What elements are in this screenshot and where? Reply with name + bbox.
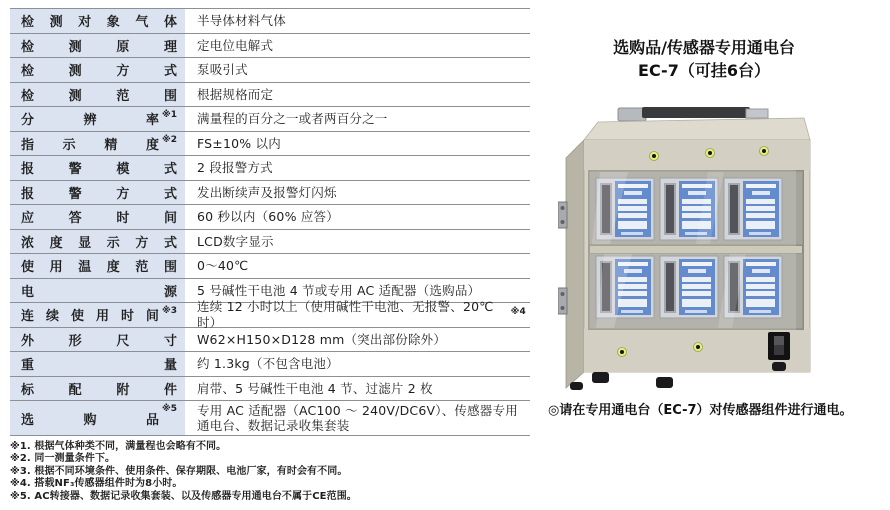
spec-label-char: 配 xyxy=(68,382,82,398)
spec-label-char: 理 xyxy=(163,39,177,55)
spec-label-char: 应 xyxy=(21,211,35,227)
spec-label-char: 检 xyxy=(21,15,35,31)
spec-label-char: 重 xyxy=(21,358,35,374)
spec-label-char: 式 xyxy=(163,64,177,80)
spec-label-char: 间 xyxy=(163,211,177,227)
spec-value-cell xyxy=(185,132,530,156)
spec-label-char: 方 xyxy=(116,64,130,80)
spec-value-text: 连续 12 小时以上（使用碱性干电池、无报警、20℃时） xyxy=(197,299,494,330)
product-caption: ◎请在专用通电台（EC-7）对传感器组件进行通电。 xyxy=(548,403,853,418)
spec-label-note: ※1 xyxy=(161,110,177,120)
table-row xyxy=(10,132,530,157)
spec-label-cell xyxy=(10,352,185,376)
spec-label-char: 象 xyxy=(106,15,120,31)
spec-label-cell xyxy=(10,58,185,82)
spec-value-cell xyxy=(185,299,530,330)
spec-value-cell xyxy=(185,254,530,278)
spec-label-cell xyxy=(10,377,185,401)
spec-value-text: 发出断续声及报警灯闪烁 xyxy=(197,184,337,200)
table-row xyxy=(10,107,530,132)
spec-label-char: 指 xyxy=(21,137,35,153)
spec-label-char: 气 xyxy=(135,15,149,31)
spec-label-char: 测 xyxy=(68,39,82,55)
spec-label-char: 使 xyxy=(21,260,35,276)
product-photo xyxy=(558,100,816,390)
footnote-4: ※4. 搭载NF₃传感器组件时为8小时。 xyxy=(10,478,183,490)
product-title-line2: EC-7（可挂6台） xyxy=(638,61,770,80)
spec-label-note: ※3 xyxy=(161,306,177,316)
spec-value-cell xyxy=(185,328,530,352)
table-row xyxy=(10,181,530,206)
spec-label-char: 形 xyxy=(68,333,82,349)
spec-value-text: 定电位电解式 xyxy=(197,37,274,53)
spec-label-char: 范 xyxy=(135,260,149,276)
spec-label-char: 外 xyxy=(21,333,35,349)
spec-label-char: 用 xyxy=(95,309,109,325)
spec-value-cell xyxy=(185,156,530,180)
spec-value-cell xyxy=(185,230,530,254)
spec-label-char: 用 xyxy=(49,260,63,276)
spec-label-char: 源 xyxy=(163,284,177,300)
power-switch-icon xyxy=(768,332,790,360)
spec-value-text: 约 1.3kg（不包含电池） xyxy=(197,356,339,371)
spec-label-cell xyxy=(10,83,185,107)
spec-value-cell xyxy=(185,107,530,131)
spec-value-text: 根据规格而定 xyxy=(197,86,274,102)
spec-value-text: 2 段报警方式 xyxy=(197,160,273,175)
spec-value-text: FS±10% 以内 xyxy=(197,135,281,151)
cabinet-shelf xyxy=(590,246,802,253)
spec-value-cell xyxy=(185,9,530,33)
spec-value-cell xyxy=(185,352,530,376)
spec-label-char: 答 xyxy=(68,211,82,227)
spec-label-char: 辨 xyxy=(83,113,97,129)
spec-label-char: 范 xyxy=(116,88,130,104)
spec-label-char: 购 xyxy=(83,412,97,428)
spec-table xyxy=(10,8,530,436)
table-row xyxy=(10,230,530,255)
table-row xyxy=(10,377,530,402)
spec-label-char: 率 xyxy=(145,113,159,129)
spec-label-char: 测 xyxy=(68,64,82,80)
table-row xyxy=(10,299,530,330)
spec-value-cell xyxy=(185,205,530,229)
spec-label-char: 量 xyxy=(163,358,177,374)
spec-label-char: 度 xyxy=(145,137,159,153)
spec-value-text: 5 号碱性干电池 4 节或专用 AC 适配器（选购品） xyxy=(197,282,481,298)
spec-label-cell xyxy=(10,401,185,435)
table-row xyxy=(10,401,530,436)
spec-label-char: 标 xyxy=(21,382,35,398)
spec-label-char: 检 xyxy=(21,88,35,104)
spec-label-char: 对 xyxy=(78,15,92,31)
spec-label-char: 报 xyxy=(21,162,35,178)
acrylic-cover-top xyxy=(590,172,802,244)
table-row xyxy=(10,328,530,353)
spec-value-text: W62×H150×D128 mm（突出部份除外） xyxy=(197,331,447,347)
spec-label-char: 续 xyxy=(45,309,59,325)
spec-label-char: 方 xyxy=(116,186,130,202)
spec-label-char: 方 xyxy=(135,235,149,251)
spec-label-char: 警 xyxy=(68,162,82,178)
spec-label-char: 测 xyxy=(68,88,82,104)
spec-label-note: ※2 xyxy=(161,134,177,145)
table-row xyxy=(10,9,530,34)
spec-label-char: 报 xyxy=(21,186,35,202)
spec-label-cell xyxy=(10,132,185,156)
spec-label-char: 附 xyxy=(116,382,130,398)
spec-label-char: 度 xyxy=(49,235,63,251)
spec-value-cell xyxy=(185,401,530,435)
spec-label-cell xyxy=(10,279,185,303)
product-title-line1: 选购品/传感器专用通电台 xyxy=(613,38,795,57)
spec-value-text: LCD数字显示 xyxy=(197,233,274,249)
footnote-2: ※2. 同一测量条件下。 xyxy=(10,453,116,465)
spec-label-char: 时 xyxy=(120,309,134,325)
spec-label-char: 体 xyxy=(163,15,177,31)
spec-label-cell xyxy=(10,205,185,229)
spec-label-char: 警 xyxy=(68,186,82,202)
spec-label-char: 示 xyxy=(106,235,120,251)
spec-label-cell xyxy=(10,181,185,205)
spec-label-char: 选 xyxy=(21,412,35,428)
spec-label-char: 模 xyxy=(116,162,130,178)
spec-label-char: 温 xyxy=(78,260,92,276)
table-row xyxy=(10,83,530,108)
spec-value-text: 60 秒以内（60% 应答） xyxy=(197,209,339,224)
spec-value-text: 专用 AC 适配器（AC100 ～ 240V/DC6V）、传感器专用通电台、数据记录收集套装 xyxy=(197,402,518,433)
spec-label-char: 品 xyxy=(145,412,159,428)
spec-label-char: 式 xyxy=(163,186,177,202)
spec-label-char: 度 xyxy=(106,260,120,276)
right-panel xyxy=(530,0,890,510)
spec-label-char: 分 xyxy=(21,113,35,129)
spec-value-cell xyxy=(185,34,530,58)
spec-label-char: 式 xyxy=(163,162,177,178)
spec-label-char: 式 xyxy=(163,235,177,251)
spec-label-char: 使 xyxy=(70,309,84,325)
spec-label-char: 浓 xyxy=(21,235,35,251)
table-row xyxy=(10,34,530,59)
spec-value-text: 泵吸引式 xyxy=(197,62,248,77)
spec-label-cell xyxy=(10,34,185,58)
spec-label-char: 间 xyxy=(145,309,159,325)
spec-value-text: 满量程的百分之一或者两百分之一 xyxy=(197,111,388,126)
spec-label-char: 电 xyxy=(21,284,35,300)
product-title xyxy=(530,36,878,82)
spec-label-char: 示 xyxy=(62,137,76,153)
spec-label-char: 检 xyxy=(21,39,35,55)
spec-value-text: 肩带、5 号碱性干电池 4 节、过滤片 2 枚 xyxy=(197,380,433,396)
spec-label-cell xyxy=(10,230,185,254)
spec-label-char: 检 xyxy=(21,64,35,80)
spec-value-cell xyxy=(185,377,530,401)
spec-label-note: ※5 xyxy=(161,404,177,414)
spec-label-char: 测 xyxy=(49,15,63,31)
table-row xyxy=(10,254,530,279)
spec-label-char: 精 xyxy=(104,137,118,153)
acrylic-cover-bottom xyxy=(590,254,802,328)
spec-label-char: 件 xyxy=(163,382,177,398)
spec-label-char: 原 xyxy=(116,39,130,55)
spec-label-char: 寸 xyxy=(163,333,177,349)
footnote-5: ※5. AC转接器、数据记录收集套装、以及传感器专用通电台不属于CE范围。 xyxy=(10,490,357,502)
table-row xyxy=(10,58,530,83)
spec-label-cell xyxy=(10,328,185,352)
spec-value-cell xyxy=(185,58,530,82)
spec-value-note: ※4 xyxy=(510,307,526,317)
spec-label-cell xyxy=(10,9,185,33)
spec-label-char: 尺 xyxy=(116,333,130,349)
footnote-3: ※3. 根据不同环境条件、使用条件、保存期限、电池厂家，有时会有不同。 xyxy=(10,465,348,477)
table-row xyxy=(10,352,530,377)
spec-label-cell xyxy=(10,107,185,131)
spec-label-cell xyxy=(10,303,185,327)
spec-label-cell xyxy=(10,156,185,180)
spec-value-text: 0～40℃ xyxy=(197,258,249,273)
spec-value-cell xyxy=(185,181,530,205)
spec-value-text: 半导体材料气体 xyxy=(197,13,286,28)
table-row xyxy=(10,156,530,181)
spec-value-cell xyxy=(185,83,530,107)
spec-label-char: 围 xyxy=(163,260,177,276)
spec-label-char: 时 xyxy=(116,211,130,227)
spec-label-char: 显 xyxy=(78,235,92,251)
spec-label-char: 连 xyxy=(21,309,35,325)
table-row xyxy=(10,205,530,230)
footnote-1: ※1. 根据气体种类不同，满量程也会略有不同。 xyxy=(10,441,227,452)
spec-label-char: 围 xyxy=(163,88,177,104)
spec-label-cell xyxy=(10,254,185,278)
footnotes xyxy=(10,441,357,503)
